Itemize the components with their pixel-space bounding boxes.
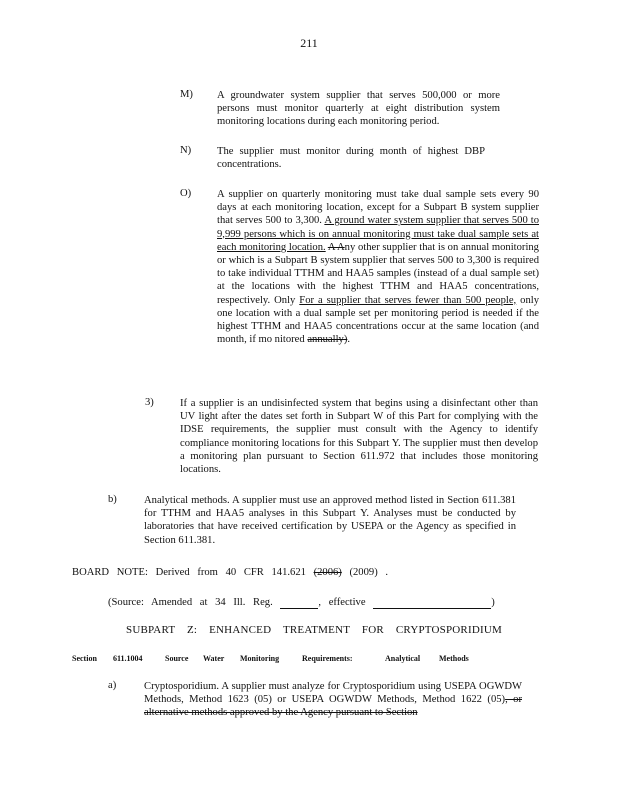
- register-page-blank: [280, 598, 318, 609]
- item-o-text-2: ny other supplier that is on annual monitoring or which is a Subpart B system supplier that serves 500 to 3,300 is required to take individual TTHM and HAA5 samples (instead of a dual sample set) at the locations with the highest TTHM and HAA5 concentrations, respectively. Only: [217, 241, 539, 306]
- item-b-text: Analytical methods. A supplier must use an approved method listed in Section 611.381 for TTHM and HAA5 analyses in this Subpart Y. Analyses must be conducted by laboratories that have received certification by USEPA or the Agency as specified in Section 611.381.: [144, 495, 516, 546]
- item-o-deleted-2: annually): [307, 334, 348, 346]
- item-a-deleted: , or alternative methods approved by the Agency pursuant to Section: [144, 694, 522, 719]
- item-m-text: A groundwater system supplier that serves 500,000 or more persons must monitor quarterly at eight distribution system monitoring locations during each monitoring period.: [217, 90, 500, 128]
- board-note: BOARD NOTE: Derived from 40 CFR 141.621 (2006) (2009) .: [72, 567, 389, 578]
- item-o-inserted-1: A ground water system supplier that serves 500 to 9,999 persons which is on annual monitoring must take dual sample sets at each monitoring location.: [217, 215, 539, 253]
- section-heading-word: Water: [203, 654, 225, 663]
- item-a-text: Cryptosporidium. A supplier must analyze for Cryptosporidium using USEPA OGWDW Methods, Method 1623 (05) or USEPA OGWDW Methods, Method 1622 (05), or alternative methods approved by the Agency pursuant to Section: [144, 681, 522, 719]
- item-3-label: 3): [145, 397, 154, 408]
- item-o-text: A supplier on quarterly monitoring must take dual sample sets every 90 days at each monitoring location, except for a Subpart B system supplier that serves 500 to 3,300. A ground water system supplier that serves 500 to 9,999 persons which is on annual monitoring must take dual sample sets at each monitoring location. A Any other supplier that is on annual monitoring or which is a Subpart B system supplier that serves 500 to 3,300 is required to take individual TTHM and HAA5 samples (instead of a dual sample set) at the locations with the highest TTHM and HAA5 concentrations, respectively. Only For a supplier that serves fewer than 500 people, only one location with a dual sample set per monitoring period is needed if the highest TTHM and HAA5 concentrations occur at the same location (and month, if mo nitored annually).: [217, 189, 540, 346]
- item-b-label: b): [108, 494, 117, 505]
- section-heading-word: Methods: [439, 654, 469, 663]
- item-n-text: The supplier must monitor during month of highest DBP concentrations.: [217, 146, 485, 171]
- section-heading-word: Analytical: [385, 654, 421, 663]
- effective-date-blank: [373, 598, 491, 609]
- source-note: (Source: Amended at 34 Ill. Reg. , effective ): [108, 597, 495, 608]
- section-heading-number: 611.1004: [113, 654, 143, 663]
- item-3-text: If a supplier is an undisinfected system that begins using a disinfectant other than UV light after the dates set forth in Subpart W of this Part for complying with the IDSE requirements, the supplier must consult with the Agency to identify compliance monitoring locations for this Subpart Y. The supplier must then develop a monitoring plan pursuant to Section 611.972 that includes those monitoring locations.: [180, 398, 538, 476]
- section-heading-word: Requirements:: [302, 654, 353, 663]
- board-note-deleted: (2006): [313, 567, 342, 578]
- item-n-label: N): [180, 145, 192, 156]
- item-o-deleted-1: A A: [327, 241, 345, 253]
- page-number: 211: [300, 36, 318, 50]
- item-a-label: a): [108, 680, 117, 691]
- item-o-inserted-2: For a supplier that serves fewer than 500 people,: [299, 294, 517, 306]
- section-heading-word: Source: [165, 654, 189, 663]
- item-o-label: O): [180, 188, 192, 199]
- item-o-text-1: A supplier on quarterly monitoring must take dual sample sets every 90 days at each monitoring location, except for a Subpart B system supplier that serves 500 to 3,300.: [217, 189, 539, 227]
- section-heading-word: Monitoring: [240, 654, 280, 663]
- section-heading-word: Section: [72, 654, 97, 663]
- subpart-heading: SUBPART Z: ENHANCED TREATMENT FOR CRYPTOSPORIDIUM: [126, 624, 502, 636]
- item-o-text-3: only one location with a dual sample set per monitoring period is needed if the highest TTHM and HAA5 concentrations occur at the same location (and month, if mo nitored: [217, 294, 540, 346]
- item-m-label: M): [180, 89, 193, 100]
